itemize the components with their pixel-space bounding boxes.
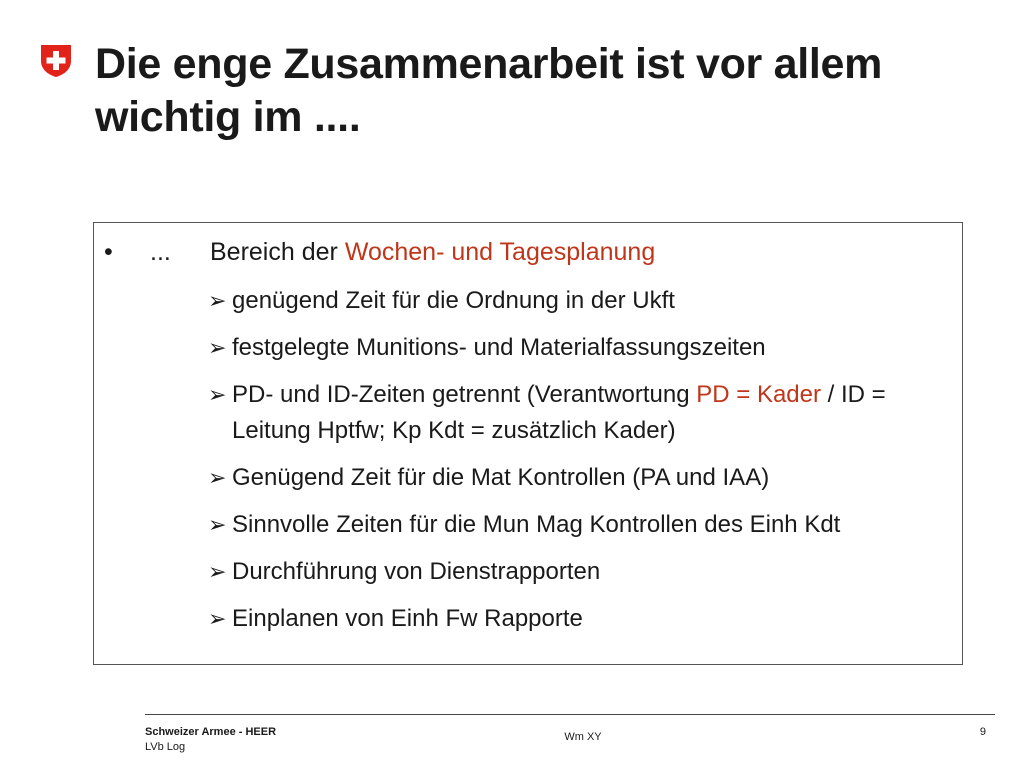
footer-unit: LVb Log (145, 741, 186, 753)
list-item-text: Einplanen von Einh Fw Rapporte (232, 605, 583, 632)
list-item-text: genügend Zeit für die Ordnung in der Ukft (232, 287, 675, 314)
arrow-bullet-icon: ➢ (208, 465, 227, 490)
content-box (93, 222, 963, 665)
arrow-bullet-icon: ➢ (208, 288, 227, 313)
arrow-bullet-icon: ➢ (208, 512, 227, 537)
bullet-text-plain: Bereich der (210, 238, 338, 266)
slide-title (95, 38, 995, 144)
list-item-text-highlight: PD = Kader (696, 381, 821, 408)
footer-divider (145, 714, 995, 715)
list-item-text-before: PD- und ID-Zeiten getrennt (Verantwortung (232, 381, 690, 408)
list-item (208, 554, 958, 590)
bullet-prefix: ... (150, 238, 171, 266)
bullet-text-highlight: Wochen- und Tagesplanung (344, 238, 656, 266)
arrow-bullet-icon: ➢ (208, 606, 227, 631)
slide-title-line-2: wichtig im .... (95, 93, 361, 141)
bullet-dot: • (104, 238, 113, 266)
list-item-text-after: / ID = Leitung Hptfw; Kp Kdt = zusätzlich Kader) (232, 381, 886, 444)
list-item-text: Genügend Zeit für die Mat Kontrollen (PA und IAA) (232, 464, 770, 491)
list-item (208, 601, 958, 637)
slide-title-line-1: Die enge Zusammenarbeit ist vor allem (95, 40, 883, 88)
list-item-text: Durchführung von Dienstrapporten (232, 558, 601, 585)
list-item (208, 283, 958, 319)
footer-organization: Schweizer Armee - HEER (145, 726, 277, 738)
footer-author: Wm XY (564, 731, 602, 743)
arrow-bullet-icon: ➢ (208, 559, 227, 584)
arrow-bullet-icon: ➢ (208, 382, 227, 407)
list-item (208, 460, 958, 496)
list-item (208, 377, 958, 449)
list-item (208, 330, 958, 366)
list-item-text: festgelegte Munitions- und Materialfassungszeiten (232, 334, 766, 361)
swiss-cross-shield-icon (40, 44, 72, 78)
page-number: 9 (979, 726, 986, 738)
list-item-text: Sinnvolle Zeiten für die Mun Mag Kontrollen des Einh Kdt (232, 511, 841, 538)
list-item (208, 507, 958, 543)
bullet-text (210, 237, 655, 267)
sub-bullet-list (208, 283, 958, 648)
arrow-bullet-icon: ➢ (208, 335, 227, 360)
